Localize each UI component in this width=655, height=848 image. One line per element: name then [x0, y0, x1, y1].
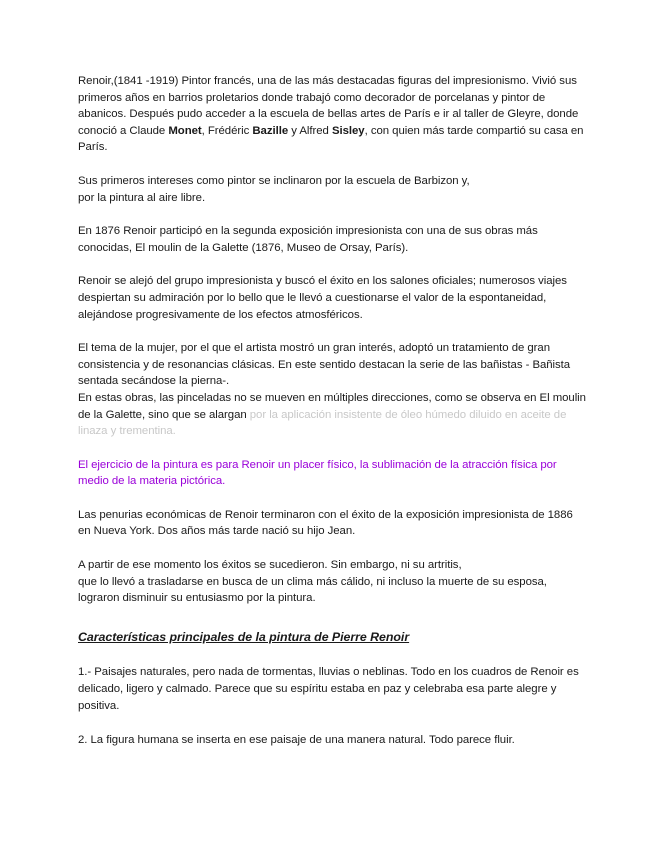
- paragraph-barbizon: Sus primeros intereses como pintor se inclinaron por la escuela de Barbizon y, por la pintura al aire libre.: [78, 174, 470, 204]
- paragraph-exposicion-1876: En 1876 Renoir participó en la segunda exposición impresionista con una de sus obras más conocidas, El moulin de la Galette (1876, Museo de Orsay, París).: [78, 225, 538, 254]
- paragraph-nueva-york: Las penurias económicas de Renoir terminaron con el éxito de la exposición impresionista de 1886 en Nueva York. Dos años más tarde nació su hijo Jean.: [78, 508, 573, 538]
- section-heading: Características principales de la pintura de Pierre Renoir: [78, 629, 410, 644]
- name-monet: Monet: [168, 124, 202, 137]
- list-item-2: 2. La figura humana se inserta en ese paisaje de una manera natural. Todo parece fluir.: [78, 734, 515, 747]
- paragraph-exitos: A partir de ese momento los éxitos se sucedieron. Sin embargo, ni su artritis, que lo llevó a trasladarse en busca de un clima más cálido, ni incluso la muerte de su esposa, lograron disminuir su entusiasmo por la pintura.: [78, 559, 547, 605]
- name-sisley: Sisley: [331, 124, 365, 137]
- paragraph-mujer: El tema de la mujer, por el que el artista mostró un gran interés, adoptó un tratamiento de gran consistencia y de resonancias clásicas. En este sentido destacan la serie de las bañistas - Bañista sentada secándose la pierna-. En estas obras, las pinceladas no se mueven en múltiples direcciones, como se observa en El moulin de la Galette, sino que se alargan por la aplicación insistente de óleo húmedo diluido en aceite de linaza y trementina.: [78, 342, 586, 438]
- paragraph-biography: Renoir,(1841 -1919) Pintor francés, una de las más destacadas figuras del impresionismo. Vivió sus primeros años en barrios proletarios donde trabajó como decorador de porcelanas y pintor de abanicos. Después pudo acceder a la escuela de bellas artes de París e ir al taller de Gleyre, donde conoció a Claude Monet, Frédéric Bazille y Alfred Sisley, con quien más tarde compartió su casa en París.: [78, 75, 584, 154]
- paragraph-placer-fisico: El ejercicio de la pintura es para Renoir un placer físico, la sublimación de la atracción física por medio de la materia pictórica.: [78, 458, 557, 488]
- name-bazille: Bazille: [252, 124, 289, 137]
- document-body: [78, 73, 588, 749]
- faded-text: por la aplicación insistente de óleo húmedo diluido en aceite de linaza y trementina.: [78, 408, 567, 438]
- paragraph-salones: Renoir se alejó del grupo impresionista y buscó el éxito en los salones oficiales; numerosos viajes despiertan su admiración por lo bello que le llevó a cuestionarse el valor de la espontaneidad, alejándose progresivamente de los efectos atmosféricos.: [78, 275, 567, 321]
- list-item-1: 1.- Paisajes naturales, pero nada de tormentas, lluvias o neblinas. Todo en los cuadros de Renoir es delicado, ligero y calmado. Parece que su espíritu estaba en paz y celebraba esa parte alegre y positiva.: [78, 666, 579, 712]
